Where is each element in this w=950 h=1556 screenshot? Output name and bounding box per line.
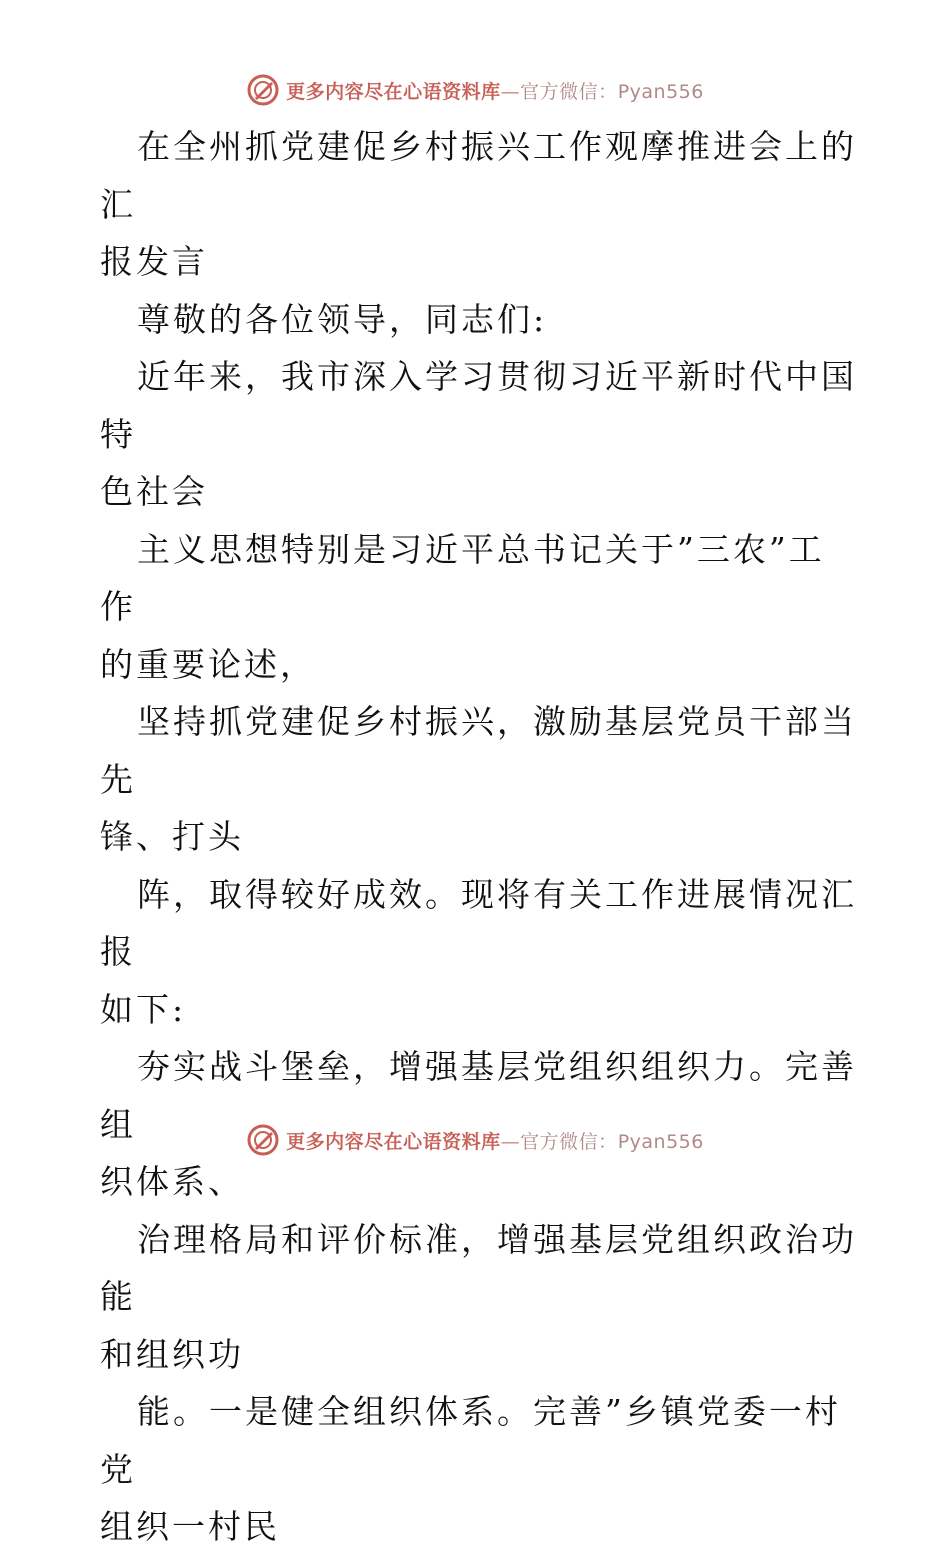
text-line: 阵，取得较好成效。现将有关工作进展情况汇报 <box>100 874 857 971</box>
header-brand: 更多内容尽在心语资料库 <box>286 80 501 103</box>
pen-logo-icon <box>246 73 280 107</box>
pen-logo-icon <box>246 1123 280 1157</box>
text-line: 坚持抓党建促乡村振兴，激励基层党员干部当先 <box>100 702 857 799</box>
text-line: 近年来，我市深入学习贯彻习近平新时代中国特 <box>100 357 857 454</box>
text-line: 织体系、 <box>100 1162 244 1201</box>
text-line: 组织一村民 <box>100 1507 280 1546</box>
footer-banner-text <box>286 1127 704 1154</box>
text-line: 报发言 <box>100 242 208 281</box>
text-line: 的重要论述， <box>100 644 316 684</box>
text-line: 尊敬的各位领导，同志们: <box>137 299 548 339</box>
footer-banner <box>0 1120 950 1160</box>
header-dash: — <box>500 80 521 103</box>
text-line: 色社会 <box>100 472 208 511</box>
header-wechat-label: 官方微信： <box>520 80 618 103</box>
text-line: 夯实战斗堡垒，增强基层党组织组织力。完善组 <box>100 1047 857 1144</box>
text-line: 主义思想特别是习近平总书记关于”三农”工作 <box>100 529 825 626</box>
header-banner <box>0 70 950 110</box>
text-line: 能。一是健全组织体系。完善”乡镇党委一村党 <box>100 1392 841 1489</box>
text-line: 在全州抓党建促乡村振兴工作观摩推进会上的汇 <box>100 127 857 224</box>
text-line: 治理格局和评价标准，增强基层党组织政治功能 <box>100 1219 857 1316</box>
footer-brand: 更多内容尽在心语资料库 <box>286 1130 501 1153</box>
document-body <box>100 118 860 1556</box>
header-banner-text <box>286 77 704 104</box>
text-line: 如下: <box>100 989 187 1029</box>
text-line: 和组织功 <box>100 1334 244 1374</box>
header-wechat-id: Pyan556 <box>617 80 704 103</box>
footer-dash: — <box>500 1130 521 1153</box>
text-line: 锋、打头 <box>100 817 244 856</box>
footer-wechat-label: 官方微信： <box>520 1130 618 1153</box>
footer-wechat-id: Pyan556 <box>617 1130 704 1153</box>
